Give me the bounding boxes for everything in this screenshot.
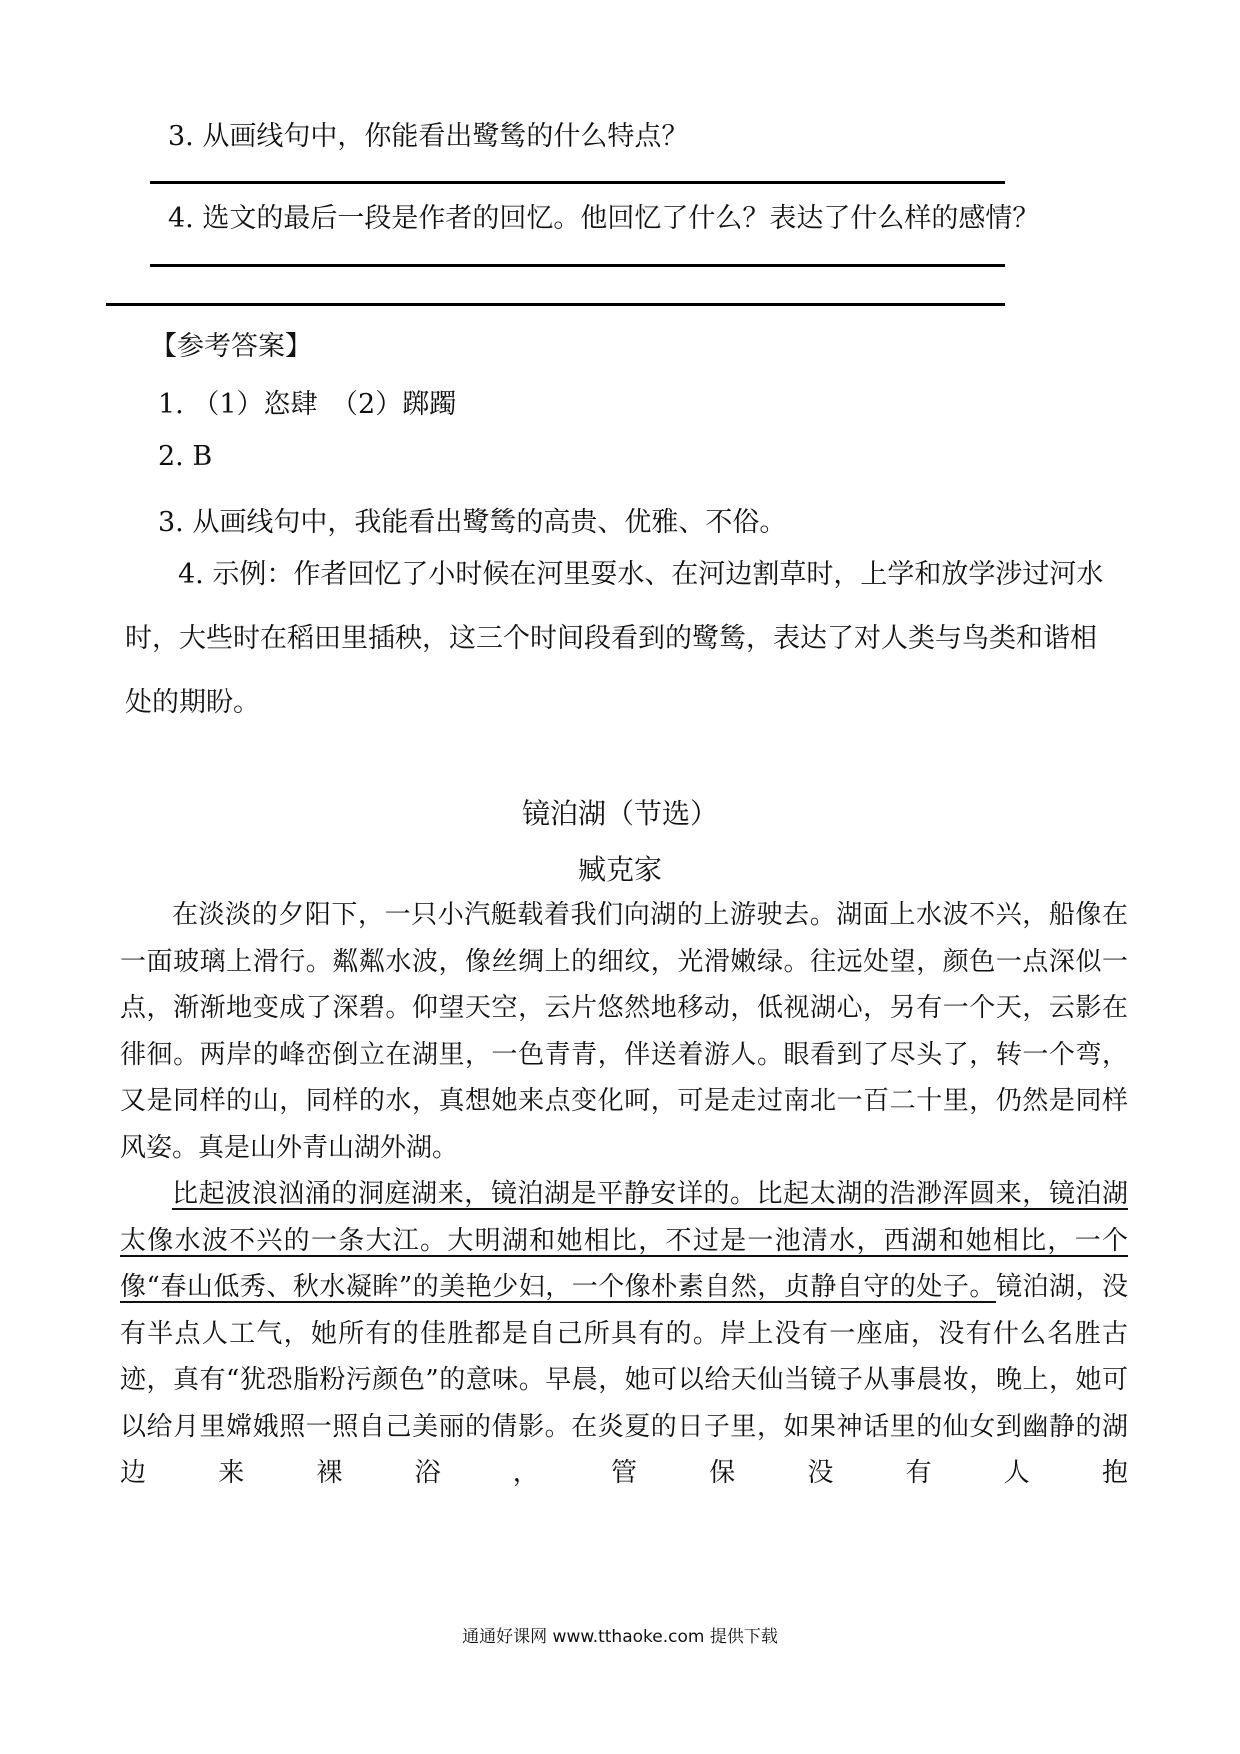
- underlined-sentence: 比起波浪汹涌的洞庭湖来，镜泊湖是平静安详的。比起太湖的浩渺浑圆来，镜泊湖太像水波不兴的一条大江。大明湖和她相比，不过是一池清水，西湖和她相比，一个像“春山低秀、秋水凝眸”的美艳少妇，一个像朴素自然，贞静自守的处子。: [120, 1179, 1128, 1302]
- article-author: 臧克家: [577, 853, 662, 886]
- answer-line-1: [150, 181, 1005, 184]
- answer-3: 3. 从画线句中，我能看出鹭鸶的高贵、优雅、不俗。: [158, 507, 787, 538]
- article-paragraph-2: [120, 1171, 1128, 1497]
- answers-heading: 【参考答案】: [150, 331, 312, 362]
- question-3: 3. 从画线句中，你能看出鹭鸶的什么特点？: [168, 121, 689, 152]
- footer-text: 通通好课网 www.tthaoke.com 提供下载: [462, 1627, 778, 1647]
- paragraph-2-rest: 镜泊湖，没有半点人工气，她所有的佳胜都是自己所具有的。岸上没有一座庙，没有什么名胜古迹，真有“犹恐脂粉污颜色”的意味。早晨，她可以给天仙当镜子从事晨妆，晚上，她可以给月里嫦娥照一照自己美丽的倩影。在炎夏的日子里，如果神话里的仙女到幽静的湖边来裸浴，管保没有人抱: [120, 1272, 1128, 1488]
- article-paragraph-1: 在淡淡的夕阳下，一只小汽艇载着我们向湖的上游驶去。湖面上水波不兴，船像在一面玻璃上滑行。粼粼水波，像丝绸上的细纹，光滑嫩绿。往远处望，颜色一点深似一点，渐渐地变成了深碧。仰望天空，云片悠然地移动，低视湖心，另有一个天，云影在徘徊。两岸的峰峦倒立在湖里，一色青青，伴送着游人。眼看到了尽头了，转一个弯，又是同样的山，同样的水，真想她来点变化呵，可是走过南北一百二十里，仍然是同样风姿。真是山外青山湖外湖。: [120, 900, 1128, 1163]
- article-title: 镜泊湖（节选）: [521, 797, 718, 830]
- answer-4: 4. 示例：作者回忆了小时候在河里耍水、在河边割草时，上学和放学涉过河水时，大些时在稻田里插秧，这三个时间段看到的鹭鸶，表达了对人类与鸟类和谐相处的期盼。: [125, 559, 1104, 718]
- article-body: [120, 892, 1128, 1497]
- answer-line-3: [106, 303, 1005, 306]
- answer-line-2: [150, 264, 1005, 267]
- question-4: 4. 选文的最后一段是作者的回忆。他回忆了什么？表达了什么样的感情？: [168, 203, 1040, 234]
- answer-1: 1. （1）恣肆 （2）踯躅: [158, 389, 457, 420]
- answer-2: 2. B: [158, 441, 213, 472]
